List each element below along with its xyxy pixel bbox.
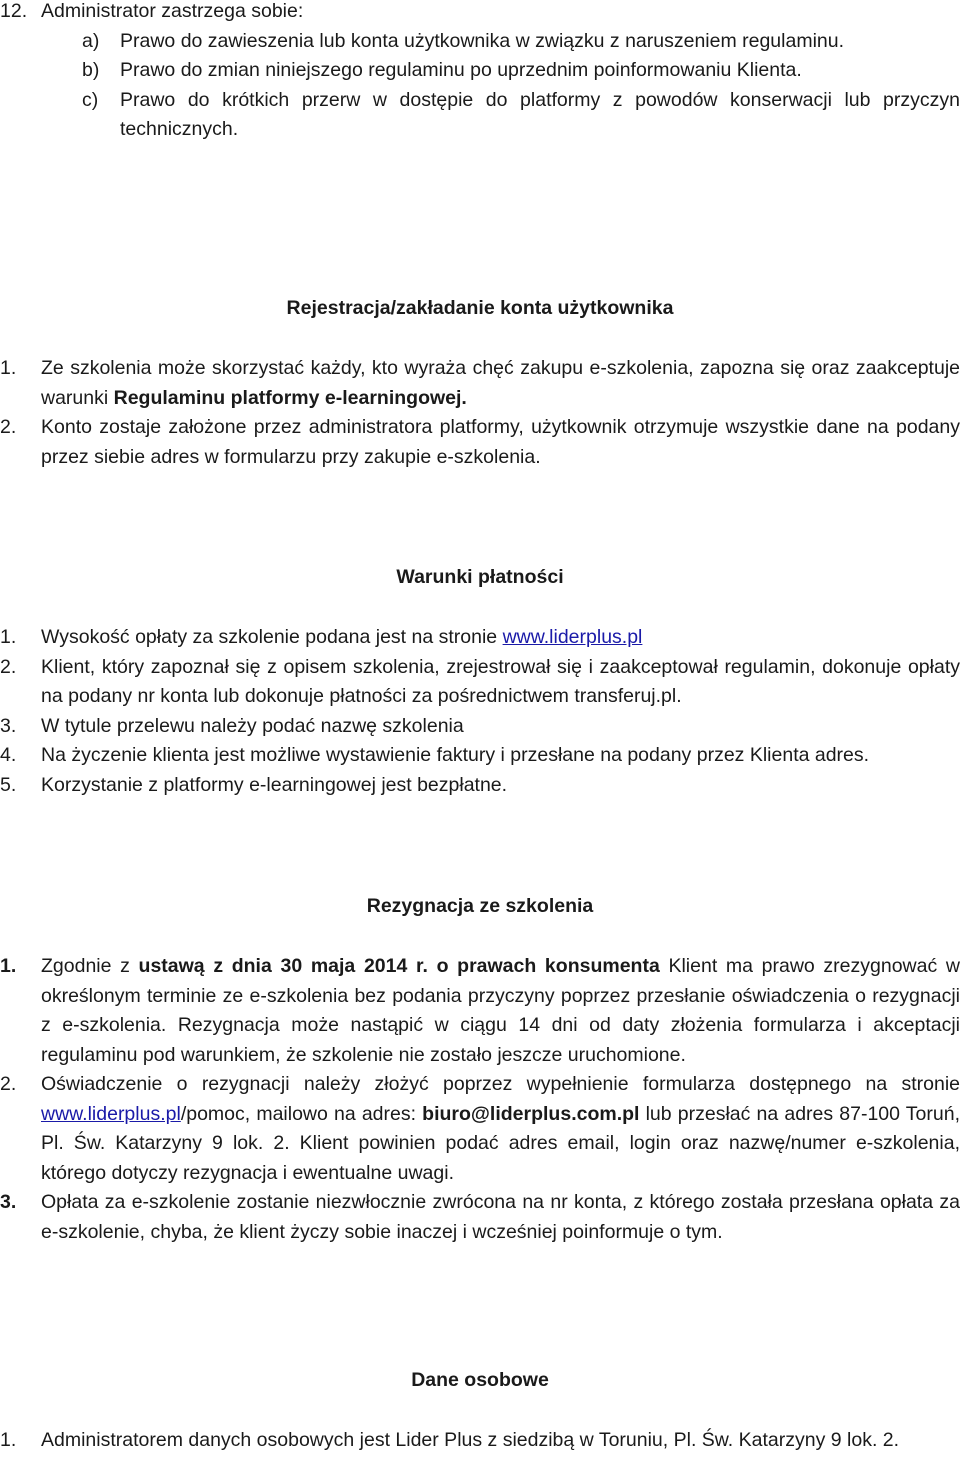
section-heading-personal-data: Dane osobowe xyxy=(411,1369,549,1391)
sub-list-item xyxy=(0,56,960,86)
item-number: 1. xyxy=(0,357,17,379)
item-text: Wysokość opłaty za szkolenie podana jest na stronie xyxy=(41,626,503,648)
registration-section xyxy=(0,354,960,472)
list-item xyxy=(0,1070,960,1188)
list-item xyxy=(0,354,960,413)
item-number: 1. xyxy=(0,955,17,977)
list-item xyxy=(0,653,960,712)
admin-section xyxy=(0,0,960,145)
item-bold-text: ustawą z dnia 30 maja 2014 r. o prawach konsumenta xyxy=(138,955,660,977)
list-item xyxy=(0,623,960,653)
item-text: Prawo do zmian niniejszego regulaminu po uprzednim poinformowaniu Klienta. xyxy=(120,59,802,81)
item-text: Klient, który zapoznał się z opisem szkolenia, zrejestrował się i zaakceptował regulamin, dokonuje opłaty na podany nr konta lub dokonuje płatności za pośrednictwem transferuj.pl. xyxy=(41,655,960,707)
section-heading-resignation: Rezygnacja ze szkolenia xyxy=(366,895,594,917)
item-number: 2. xyxy=(0,416,17,438)
item-number: 4. xyxy=(0,744,17,766)
item-number: c) xyxy=(82,88,99,111)
item-number: 2. xyxy=(0,1073,17,1095)
item-number: 3. xyxy=(0,714,17,737)
list-item xyxy=(0,1426,960,1456)
item-text: Oświadczenie o rezygnacji należy złożyć poprzez wypełnienie formularza dostępnego na stronie xyxy=(41,1073,960,1095)
list-item xyxy=(0,741,960,771)
personal-data-section xyxy=(0,1426,960,1456)
liderplus-link[interactable]: www.liderplus.pl xyxy=(41,1102,181,1125)
item-number: 1. xyxy=(0,626,17,648)
item-text: Konto zostaje założone przez administratora platformy, użytkownik otrzymuje wszystkie dane na podany przez siebie adres w formularzu przy zakupie e-szkolenia. xyxy=(41,416,960,468)
item-text: Zgodnie z xyxy=(41,955,139,977)
item-number: 1. xyxy=(0,1429,17,1451)
item-number: 12. xyxy=(0,0,28,22)
list-item xyxy=(0,712,960,742)
item-number: 5. xyxy=(0,773,17,796)
item-text: Klient ma prawo zrezygnować w określonym terminie ze e-szkolenia bez podania przyczyny poprzez przesłanie oświadczenia o rezygnacji z e-szkolenia. Rezygnacja może nastąpić w ciągu 14 dni od daty złożenia formularza i akceptacji regulaminu pod warunkiem, że szkolenie nie zostało jeszcze uruchomione. xyxy=(41,955,960,1066)
list-item xyxy=(0,0,960,27)
item-text: lub przesłać na adres 87-100 Toruń, Pl. Św. Katarzyny 9 lok. 2. Klient powinien podać adres email, login oraz nazwę/numer e-szkolenia, którego dotyczy rezygnacja i ewentualne uwagi. xyxy=(41,1102,960,1184)
item-text: /pomoc, mailowo na adres: xyxy=(180,1102,423,1125)
sub-list-item xyxy=(0,86,960,145)
sub-list-item xyxy=(0,27,960,57)
item-text: Prawo do zawieszenia lub konta użytkownika w związku z naruszeniem regulaminu. xyxy=(120,29,845,52)
item-text: W tytule przelewu należy podać nazwę szkolenia xyxy=(41,714,464,737)
section-heading-registration: Rejestracja/zakładanie konta użytkownika xyxy=(286,297,674,319)
liderplus-link[interactable]: www.liderplus.pl xyxy=(502,626,643,648)
section-heading-payment: Warunki płatności xyxy=(396,566,564,588)
list-item xyxy=(0,952,960,1070)
payment-section xyxy=(0,623,960,800)
list-item xyxy=(0,413,960,472)
item-number: a) xyxy=(82,29,100,52)
item-text: Ze szkolenia może skorzystać każdy, kto wyraża chęć zakupu e-szkolenia, zapozna się oraz zaakceptuje warunki xyxy=(41,357,960,409)
item-number: b) xyxy=(82,59,100,81)
resignation-section xyxy=(0,952,960,1247)
item-text: Administrator zastrzega sobie: xyxy=(41,0,304,22)
item-text: Korzystanie z platformy e-learningowej jest bezpłatne. xyxy=(41,773,508,796)
list-item xyxy=(0,1188,960,1247)
item-text: Administratorem danych osobowych jest Lider Plus z siedzibą w Toruniu, Pl. Św. Katarzyny 9 lok. 2. xyxy=(41,1429,900,1451)
item-number: 2. xyxy=(0,655,17,678)
item-bold-text: Regulaminu platformy e-learningowej. xyxy=(113,386,467,409)
email-address: biuro@liderplus.com.pl xyxy=(422,1102,640,1125)
list-item xyxy=(0,771,960,801)
item-text: Na życzenie klienta jest możliwe wystawienie faktury i przesłane na podany przez Klienta adres. xyxy=(41,744,870,766)
item-number: 3. xyxy=(0,1191,17,1213)
item-text: Opłata za e-szkolenie zostanie niezwłocznie zwrócona na nr konta, z którego została przesłana opłata za e-szkolenie, chyba, że klient życzy sobie inaczej i wcześniej poinformuje o tym. xyxy=(41,1191,960,1243)
item-text: Prawo do krótkich przerw w dostępie do platformy z powodów konserwacji lub przyczyn technicznych. xyxy=(120,88,960,140)
